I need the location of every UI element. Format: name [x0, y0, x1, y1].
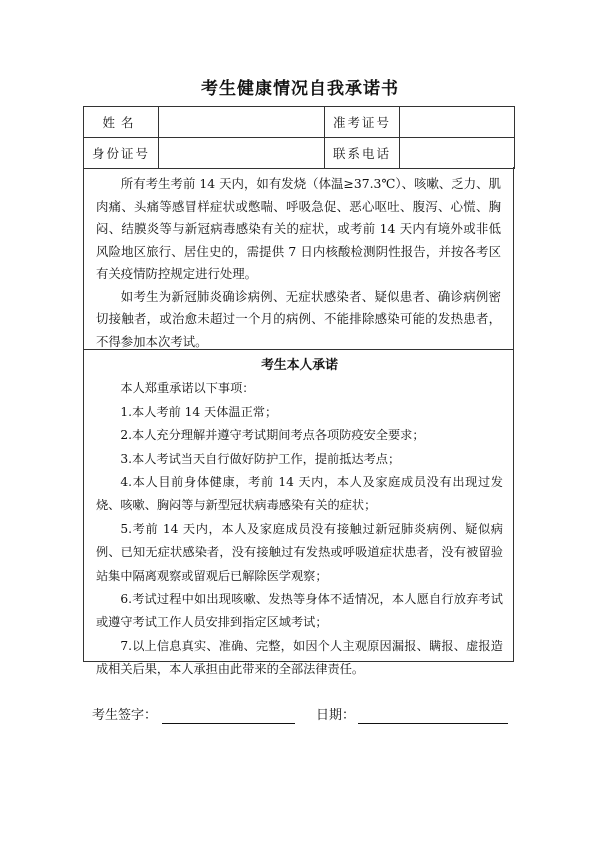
phone-label: 联系电话	[325, 138, 400, 169]
promise-item-6: 6.考试过程中如出现咳嗽、发热等身体不适情况，本人愿自行放弃考试或遵守考试工作人员安排到指定区域考试；	[96, 592, 503, 630]
exam-id-label: 准考证号	[325, 107, 400, 138]
notice-section	[83, 167, 514, 350]
promise-item-1: 1.本人考前 14 天体温正常；	[120, 404, 278, 419]
phone-field[interactable]	[400, 138, 515, 169]
name-label: 姓名	[84, 107, 159, 138]
info-table	[83, 106, 515, 169]
date-label: 日期：	[316, 708, 356, 723]
signature-line[interactable]	[162, 723, 295, 724]
exam-id-field[interactable]	[400, 107, 515, 138]
info-row-id	[84, 138, 515, 169]
info-row-name	[84, 107, 515, 138]
promise-heading: 考生本人承诺	[261, 358, 338, 373]
promise-item-2: 2.本人充分理解并遵守考试期间考点各项防疫安全要求；	[120, 428, 425, 443]
promise-item-7: 7.以上信息真实、准确、完整，如因个人主观原因漏报、瞒报、虚报造成相关后果，本人承担由此带来的全部法律责任。	[96, 638, 503, 677]
document-title: 考生健康情况自我承诺书	[201, 79, 399, 99]
id-card-label: 身份证号	[84, 138, 159, 169]
notice-paragraph-2: 如考生为新冠肺炎确诊病例、无症状感染者、疑似患者、确诊病例密切接触者，或治愈未超过一个月的病例、不能排除感染可能的发热患者，不得参加本次考试。	[96, 288, 501, 349]
signature-row	[92, 704, 532, 728]
promise-section	[83, 350, 514, 677]
date-line[interactable]	[358, 723, 508, 724]
id-card-field[interactable]	[159, 138, 325, 169]
promise-item-5: 5.考前 14 天内，本人及家庭成员没有接触过新冠肺炎病例、疑似病例、已知无症状感染者，没有接触过有发热或呼吸道症状患者，没有被留验站集中隔离观察或留观后已解除医学观察；	[96, 521, 503, 583]
signature-label: 考生签字：	[92, 708, 158, 723]
notice-paragraph-1: 所有考生考前 14 天内，如有发烧（体温≥37.3℃）、咳嗽、乏力、肌肉痛、头痛等感冒样症状或憋喘、呼吸急促、恶心呕吐、腹泻、心慌、胸闷、结膜炎等与新冠病毒感染有关的症状，或考前 14 天内有境外或非低风险地区旅行、居住史的，需提供 7 日内核酸检测阴性报告，并按各考区有关疫情防控规定进行处理。	[96, 176, 501, 281]
promise-intro: 本人郑重承诺以下事项：	[120, 381, 255, 396]
promise-item-4: 4.本人目前身体健康，考前 14 天内，本人及家庭成员没有出现过发烧、咳嗽、胸闷等与新型冠状病毒感染有关的症状；	[96, 475, 503, 513]
promise-item-3: 3.本人考试当天自行做好防护工作，提前抵达考点；	[120, 451, 401, 466]
name-field[interactable]	[159, 107, 325, 138]
